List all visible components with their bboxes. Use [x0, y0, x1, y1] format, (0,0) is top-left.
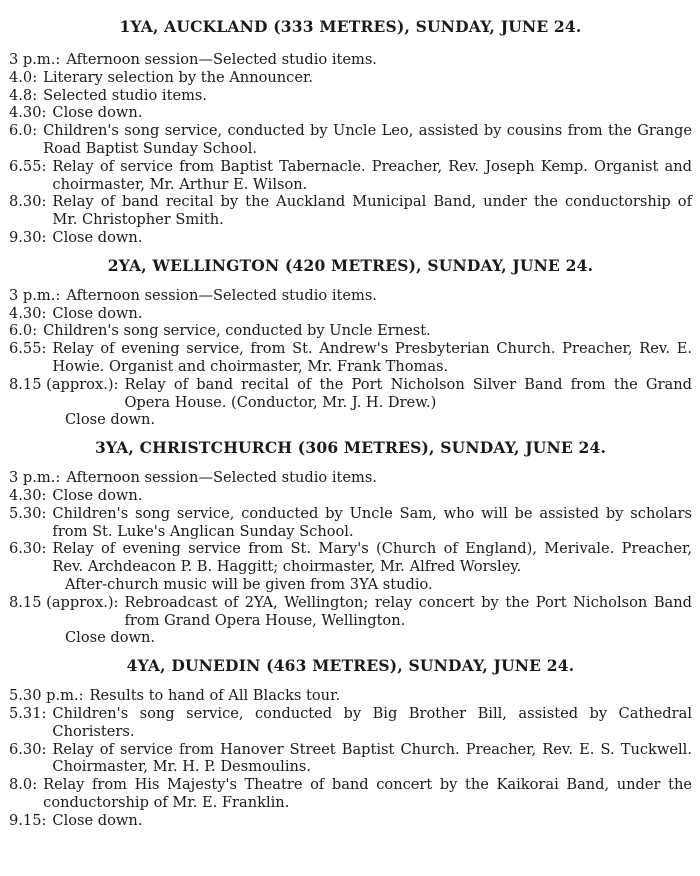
entry-text: Afternoon session—Selected studio items.: [66, 286, 377, 304]
program-entry: [9, 305, 692, 323]
section-heading: 2YA, WELLINGTON (420 METRES), SUNDAY, JUNE 24.: [107, 255, 594, 275]
entry-text: Children's song service, conducted by Big Brother Bill, assisted by Cathedral Choristers.: [52, 704, 692, 740]
program-entry: [9, 540, 692, 576]
entry-text: Rebroadcast of 2YA, Wellington; relay concert by the Port Nicholson Band from Grand Opera House, Wellington.: [124, 593, 692, 629]
program-entry: [9, 376, 692, 412]
section-4ya: [9, 656, 692, 829]
entry-time: 3 p.m.:: [9, 469, 61, 487]
program-entry: [9, 287, 692, 305]
section-heading: 1YA, AUCKLAND (333 METRES), SUNDAY, JUNE 24.: [119, 17, 582, 36]
entry-time: 6.55:: [9, 340, 47, 358]
program-entry: [9, 741, 692, 777]
entry-text: Results to hand of All Blacks tour.: [89, 687, 341, 705]
entry-text: Relay of service from Baptist Tabernacle. Preacher, Rev. Joseph Kemp. Organist and choirmaster, Mr. Arthur E. Wilson.: [52, 157, 692, 193]
entry-time: 8.30:: [9, 193, 47, 211]
entry-text: Relay of band recital of the Port Nicholson Silver Band from the Grand Opera House. (Conductor, Mr. J. H. Drew.): [124, 375, 692, 411]
program-entry: [9, 687, 692, 705]
program-entry: [9, 705, 692, 741]
entry-time: 6.0:: [9, 322, 38, 340]
program-entry: [9, 487, 692, 505]
entry-text: Children's song service, conducted by Uncle Leo, assisted by cousins from the Grange Road Baptist Sunday School.: [43, 122, 692, 157]
entry-time: 9.30:: [9, 228, 47, 246]
entry-text: Afternoon session—Selected studio items.: [66, 469, 377, 487]
program-entry: [9, 193, 692, 229]
program-entry: [9, 51, 692, 69]
section-heading: 3YA, CHRISTCHURCH (306 METRES), SUNDAY, JUNE 24.: [94, 438, 607, 458]
entry-text: Selected studio items.: [43, 86, 208, 104]
program-entry: [9, 322, 692, 340]
entry-time: 6.55:: [9, 157, 47, 175]
entry-time: 4.8:: [9, 86, 38, 104]
section-2ya: [9, 256, 692, 429]
entry-text: Relay of evening service, from St. Andrew's Presbyterian Church. Preacher, Rev. E. Howie. Organist and choirmaster, Mr. Frank Thomas.: [52, 340, 692, 375]
entry-text: Close down.: [52, 811, 143, 829]
program-entry: [9, 340, 692, 376]
entry-time: 9.15:: [9, 811, 47, 829]
entry-time: 5.31:: [9, 704, 47, 722]
entry-time: 6.30:: [9, 740, 47, 758]
entry-text: Children's song service, conducted by Uncle Ernest.: [43, 322, 431, 340]
entry-text: Relay of band recital by the Auckland Municipal Band, under the conductorship of Mr. Christopher Smith.: [52, 193, 692, 229]
entry-time: 4.30:: [9, 304, 47, 322]
entry-text: Relay of service from Hanover Street Baptist Church. Preacher, Rev. E. S. Tuckwell. Choirmaster, Mr. H. P. Desmoulins.: [52, 740, 692, 776]
program-entry: [9, 812, 692, 830]
entry-text: Close down.: [52, 304, 143, 322]
entry-time: 6.0:: [9, 122, 38, 140]
entry-text: Afternoon session—Selected studio items.: [66, 51, 377, 68]
after-church-note: After-church music will be given from 3YA studio.: [65, 575, 433, 593]
entry-text: Relay from His Majesty's Theatre of band concert by the Kaikorai Band, under the conductorship of Mr. E. Franklin.: [43, 776, 692, 811]
entry-time: 4.30:: [9, 486, 47, 504]
entry-time: 4.0:: [9, 68, 38, 86]
program-entry: [9, 69, 692, 87]
section-heading: 4YA, DUNEDIN (463 METRES), SUNDAY, JUNE 24.: [126, 656, 575, 676]
program-entry: [9, 104, 692, 122]
entry-time: 4.30:: [9, 104, 47, 122]
close-down-note: Close down.: [65, 629, 156, 647]
program-entry: [9, 122, 692, 158]
entry-text: Close down.: [52, 486, 143, 504]
program-entry: [9, 594, 692, 630]
entry-text: Children's song service, conducted by Uncle Sam, who will be assisted by scholars from St. Luke's Anglican Sunday School.: [52, 504, 692, 540]
entry-text: Close down.: [52, 228, 143, 246]
program-entry: [9, 229, 692, 247]
program-entry: [9, 469, 692, 487]
entry-time: 5.30 p.m.:: [9, 687, 84, 705]
close-down-note: Close down.: [65, 411, 156, 429]
entry-time: 8.15 (approx.):: [9, 593, 119, 611]
entry-time: 8.0:: [9, 776, 38, 794]
entry-time: 8.15 (approx.):: [9, 375, 119, 393]
entry-time: 6.30:: [9, 540, 47, 558]
entry-text: Literary selection by the Announcer.: [43, 68, 314, 86]
program-entry: [9, 87, 692, 105]
program-entry: [9, 158, 692, 194]
program-entry: [9, 776, 692, 812]
entry-text: Relay of evening service from St. Mary's (Church of England), Merivale. Preacher, Rev. Archdeacon P. B. Haggitt; choirmaster, Mr. Alfred Worsley.: [52, 540, 692, 576]
entry-time: 3 p.m.:: [9, 51, 61, 68]
entry-time: 5.30:: [9, 504, 47, 522]
section-3ya: [9, 438, 692, 647]
entry-time: 3 p.m.:: [9, 286, 61, 304]
section-1ya: [9, 17, 692, 247]
program-entry: [9, 505, 692, 541]
entry-text: Close down.: [52, 104, 143, 122]
